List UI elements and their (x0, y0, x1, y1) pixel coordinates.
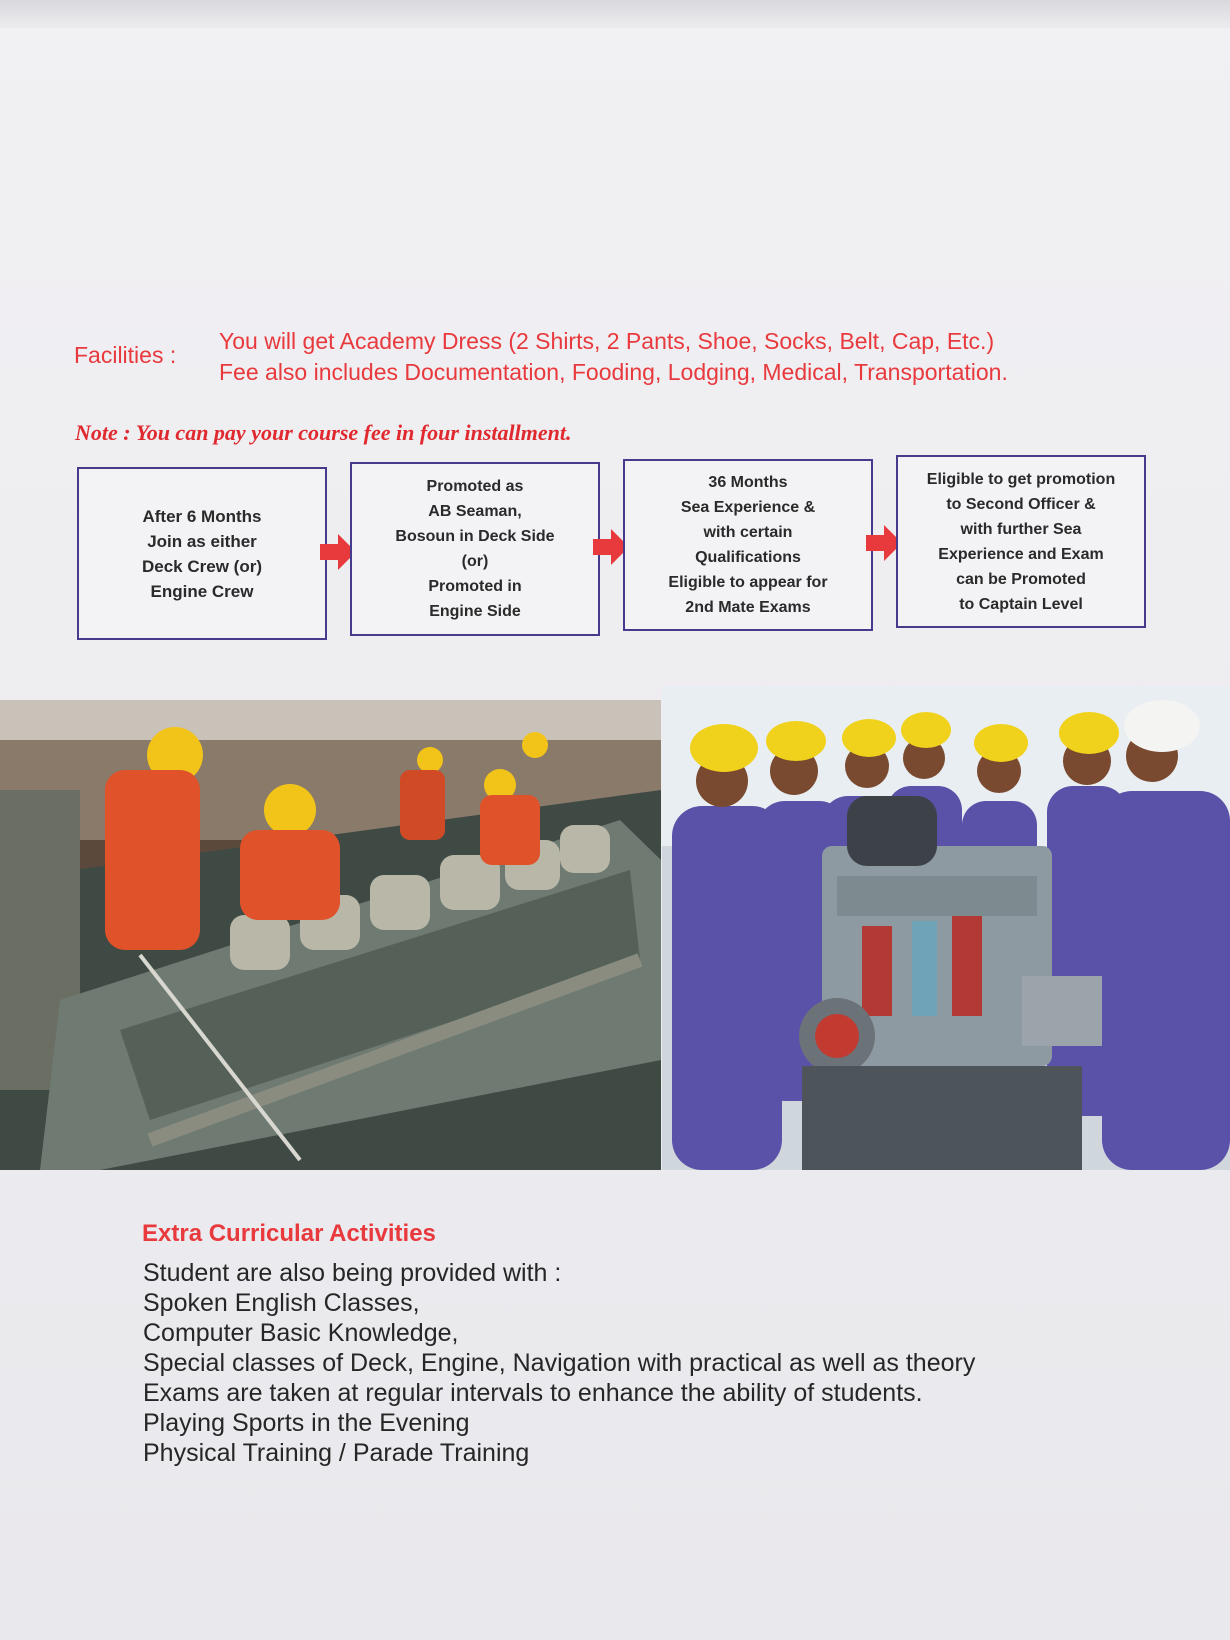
list-item: Spoken English Classes, (143, 1289, 420, 1317)
list-item: Exams are taken at regular intervals to enhance the ability of students. (143, 1379, 923, 1407)
facilities-label: Facilities : (74, 342, 177, 368)
career-step-2 (350, 462, 600, 636)
career-step-4-text: Eligible to get promotion to Second Officer & with further Sea Experience and Exam can be Promoted to Captain Level (926, 470, 1116, 613)
list-item: Computer Basic Knowledge, (143, 1319, 459, 1347)
list-item: Special classes of Deck, Engine, Navigation with practical as well as theory (143, 1349, 976, 1377)
installment-note: Note : You can pay your course fee in four installment. (75, 420, 572, 445)
list-item: Playing Sports in the Evening (143, 1409, 470, 1437)
engine-room-photo (0, 700, 661, 1170)
facilities-line-2: Fee also includes Documentation, Fooding, Lodging, Medical, Transportation. (219, 359, 1008, 385)
list-item: Physical Training / Parade Training (143, 1439, 530, 1467)
career-step-3-text: 36 Months Sea Experience & with certain Qualifications Eligible to appear for 2nd Mate Exams (668, 474, 828, 616)
facilities-line-1: You will get Academy Dress (2 Shirts, 2 Pants, Shoe, Socks, Belt, Cap, Etc.) (219, 328, 995, 354)
career-step-4 (896, 455, 1146, 628)
extra-curricular-list (143, 1258, 975, 1468)
trainees-engine-model-photo (662, 686, 1230, 1170)
career-step-1 (77, 467, 327, 640)
career-step-1-text: After 6 Months Join as either Deck Crew (or) Engine Crew (142, 506, 262, 601)
career-step-2-text: Promoted as AB Seaman, Bosoun in Deck Side (or) Promoted in Engine Side (395, 478, 555, 620)
extra-curricular-title: Extra Curricular Activities (142, 1220, 436, 1247)
page-top-shadow (0, 0, 1230, 28)
career-step-3 (623, 459, 873, 631)
list-item: Student are also being provided with : (143, 1259, 562, 1287)
